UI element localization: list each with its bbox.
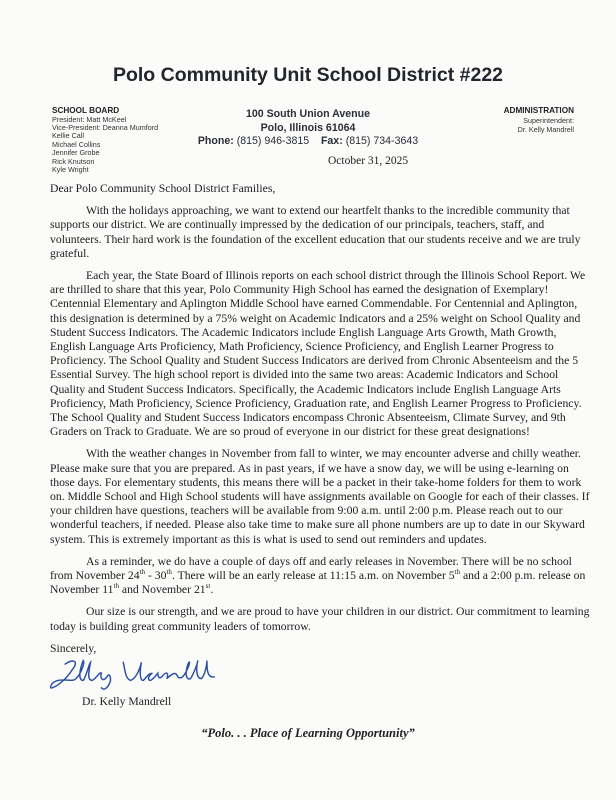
letter-body xyxy=(50,182,590,634)
fax-label: Fax: xyxy=(320,135,343,147)
city-state-zip: Polo, Illinois 61064 xyxy=(260,121,356,134)
board-member: Rick Knutson xyxy=(52,156,95,166)
reminder-text: and November 21 xyxy=(118,583,206,597)
board-member: Vice-President: Deanna Mumford xyxy=(52,123,159,132)
board-member: Kyle Wright xyxy=(52,165,89,175)
handwritten-signature xyxy=(36,655,590,695)
phone-number: (815) 946-3815 xyxy=(236,135,310,147)
school-board-heading: SCHOOL BOARD xyxy=(52,106,120,115)
superintendent-name: Dr. Kelly Mandrell xyxy=(517,125,574,135)
paragraph-weather: With the weather changes in November from fall to winter, we may encounter adverse and chilly weather. Please make sure that you are prepared. As in past years, if we have a snow day, we will be using e-learning on those days. For elementary students, this means there will be a packet in their take-home folders for them to work on. Middle School and High School students will have assignments available on Google for each of their classes. If your children have questions, teachers will be available from 9:00 a.m. until 2:00 p.m. Please reach out to our wonderful teachers, if needed. Please also take time to make sure all phone numbers are up to date in our Skyward system. This is extremely important as this is what is used to send out reminders and updates. xyxy=(50,447,590,546)
district-title: Polo Community Unit School District #222 xyxy=(112,64,504,86)
board-member: Jennifer Grobe xyxy=(52,148,100,158)
reminder-text: and a 2:00 p.m. release on November 11 xyxy=(50,569,586,597)
fax-number: (815) 734-3643 xyxy=(345,135,419,147)
board-member: Kellie Call xyxy=(52,131,84,141)
reminder-text: As a reminder, we do have a couple of days off and early releases in November. There will be no school from November 24 xyxy=(50,554,572,583)
ordinal-suffix: th xyxy=(454,568,461,577)
salutation: Dear Polo Community School District Families, xyxy=(50,182,276,195)
reminder-text: - 30 xyxy=(145,569,167,583)
ordinal-suffix: th xyxy=(166,568,172,577)
paragraph-closing: Our size is our strength, and we are proud to have your children in our district. Our commitment to learning today is building great community leaders of tomorrow. xyxy=(50,605,590,633)
board-member: President: Matt McKeel xyxy=(52,114,127,124)
signer-name: Dr. Kelly Mandrell xyxy=(82,694,172,708)
board-member: Michael Collins xyxy=(52,139,101,149)
reminder-text: . There will be an early release at 11:15 a.m. on November 5 xyxy=(171,569,455,583)
reminder-text: . xyxy=(210,583,214,597)
phone-label: Phone: xyxy=(197,135,234,147)
street-address: 100 South Union Avenue xyxy=(245,108,370,120)
ordinal-suffix: st xyxy=(205,582,211,591)
letter-date: October 31, 2025 xyxy=(328,155,409,167)
administration-heading: ADMINISTRATION xyxy=(503,106,574,115)
closing: Sincerely, xyxy=(50,641,97,655)
paragraph-reminder xyxy=(50,555,590,598)
superintendent-role: Superintendent: xyxy=(523,115,574,125)
ordinal-suffix: th xyxy=(113,582,119,591)
ordinal-suffix: th xyxy=(139,568,146,577)
paragraph-thanks: With the holidays approaching, we want to extend our heartfelt thanks to the incredible community that supports our district. We are continually impressed by the dedication of our principals, teachers, staff, and volunteers. Their hard work is the foundation of the excellent education that our students receive and we are truly grateful. xyxy=(50,204,581,260)
paragraph-school-report: Each year, the State Board of Illinois reports on each school district through the Illinois School Report. We are thrilled to share that this year, Polo Community High School has earned the designation of Exemplary! Centennial Elementary and Aplington Middle School have earned Commendable. For Centennial and Aplington, this designation is determined by a 75% weight on Academic Indicators and a 25% weight on School Quality and Student Success Indicators. The Academic Indicators include English Language Arts Growth, Math Growth, English Language Arts Proficiency, Math Proficiency, Science Proficiency, and English Learner Progress to Proficiency. The School Quality and Student Success Indicators are derived from Chronic Absenteeism and the 5 Essential Survey. The high school report is divided into the same two areas: Academic Indicators and School Quality and Student Success Indicators. Specifically, the Academic Indicators include English Language Arts Proficiency, Math Proficiency, Science Proficiency, Graduation rate, and English Learner Progress to Proficiency. The School Quality and Student Success Indicators encompass Chronic Absenteeism, Climate Survey, and 9th Graders on Track to Graduate. We are so proud of everyone in our district for these great designations! xyxy=(50,269,586,439)
footer-tagline: “Polo. . . Place of Learning Opportunity” xyxy=(201,725,415,740)
